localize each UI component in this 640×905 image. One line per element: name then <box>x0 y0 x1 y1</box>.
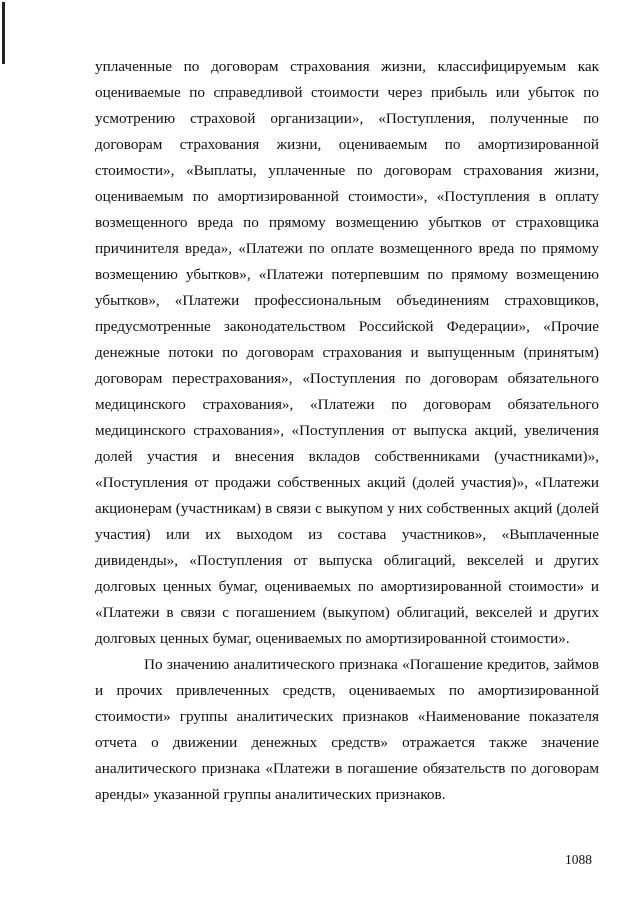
margin-line <box>2 2 5 64</box>
document-page <box>95 54 599 808</box>
page-number: 1088 <box>565 852 592 867</box>
paragraph-continuation: уплаченные по договорам страхования жизни, классифицируемым как оцениваемые по справедливой стоимости через прибыль или убыток по усмотрению страховой организации», «Поступления, полученные по договорам страхования жизни, оцениваемым по амортизированной стоимости», «Выплаты, уплаченные по договорам страхования жизни, оцениваемым по амортизированной стоимости», «Поступления в оплату возмещенного вреда по прямому возмещению убытков от страховщика причинителя вреда», «Платежи по оплате возмещенного вреда по прямому возмещению убытков», «Платежи потерпевшим по прямому возмещению убытков», «Платежи профессиональным объединениям страховщиков, предусмотренные законодательством Российской Федерации», «Прочие денежные потоки по договорам страхования и выпущенным (принятым) договорам перестрахования», «Поступления по договорам обязательного медицинского страхования», «Платежи по договорам обязательного медицинского страхования», «Поступления от выпуска акций, увеличения долей участия и внесения вкладов собственниками (участниками)», «Поступления от продажи собственных акций (долей участия)», «Платежи акционерам (участникам) в связи с выкупом у них собственных акций (долей участия) или их выходом из состава участников», «Выплаченные дивиденды», «Поступления от выпуска облигаций, векселей и других долговых ценных бумаг, оцениваемых по амортизированной стоимости» и «Платежи в связи с погашением (выкупом) облигаций, векселей и других долговых ценных бумаг, оцениваемых по амортизированной стоимости». <box>95 58 599 647</box>
paragraph-analytic-feature: По значению аналитического признака «Погашение кредитов, займов и прочих привлеченных средств, оцениваемых по амортизированной стоимости» группы аналитических признаков «Наименование показателя отчета о движении денежных средств» отражается также значение аналитического признака «Платежи в погашение обязательств по договорам аренды» указанной группы аналитических признаков. <box>95 656 599 803</box>
